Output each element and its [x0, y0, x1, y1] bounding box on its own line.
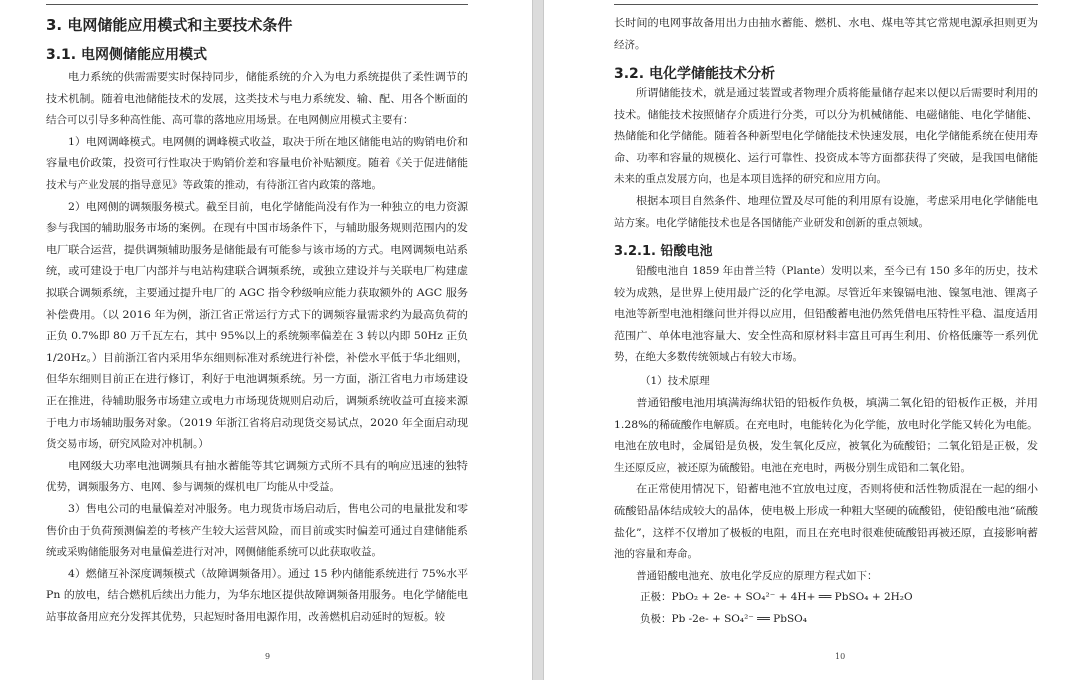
- body-text-line: 补偿费用。（以 2016 年为例，浙江省正常运行方式下的调频容量需求约为最高负荷的: [46, 308, 469, 321]
- body-text-line: 正在推进，待辅助服务市场建立或电力市场现货规则启动后，调频系统收益可直接来源: [46, 395, 468, 407]
- document-page-right: [544, 0, 1083, 680]
- body-text-line: 参与我国的辅助服务市场的案例。在现有中国市场条件下，与辅助服务规则范围内的发: [46, 222, 468, 235]
- body-text-line: 3）售电公司的电量偏差对冲服务。电力现货市场启动后，售电公司的电量批发和零: [68, 503, 468, 515]
- body-text-line: 盐化”，这样不仅增加了极板的电阻，而且在充电时很难使硫酸铅再被还原，直接影响蓄: [614, 526, 1038, 539]
- page-top-rule: [46, 4, 468, 5]
- body-text-line: 拟联合调频系统，主要通过提升电厂的 AGC 指令秒级响应能力获取额外的 AGC 服务: [46, 287, 468, 299]
- body-text-line: 站方案。电化学储能技术也是各国储能产业研发和创新的重点领域。: [614, 216, 929, 229]
- body-text-line: 4）燃储互补深度调频模式（故障调频备用）。通过 15 秒内储能系统进行 75%水平: [68, 567, 469, 580]
- body-text-line: 1/20Hz。）目前浙江省内采用华东细则标准对系统进行补偿，补偿水平低于华北细则，: [46, 351, 468, 364]
- body-text-line: 电池等新型电池相继问世并得以应用，但铅酸蓄电池仍然凭借电压特性平稳、温度适用: [614, 308, 1039, 321]
- body-text-line: 长时间的电网事故备用出力由抽水蓄能、燃机、水电、煤电等其它常规电源承担则更为: [614, 17, 1039, 29]
- body-text-line: 电网级大功率电池调频具有抽水蓄能等其它调频方式所不具有的响应迅速的独特: [68, 459, 468, 472]
- body-text-line: 硫酸铅晶体结成较大的晶体，使电极上形成一种粗大坚硬的硫酸铅，使铅酸电池“硫酸: [614, 505, 1039, 517]
- body-text-line: 较为成熟，是世界上使用最广泛的化学电源。尽管近年来镍镉电池、镍氢电池、锂离子: [614, 286, 1039, 299]
- body-text-line: 容量电价政策，投资可行性取决于购销价差和容量电价补贴额度。随着《关于促进储能: [46, 157, 468, 170]
- body-text-line: 未来的重点发展方向，也是本项目选择的研究和应用方向。: [614, 173, 887, 186]
- equation-positive: 正极：PbO₂ + 2e- + SO₄²⁻ + 4H+ ══ PbSO₄ + 2H₂O: [640, 591, 913, 603]
- body-text-line: 站事故备用应充分发挥其优势，只起短时备用电源作用，改善燃机启动延时的短板。较: [46, 611, 445, 623]
- body-text-line: 技术。储能技术按照储存介质进行分类，可以分为机械储能、电磁储能、电化学储能、: [614, 108, 1039, 121]
- document-page-left: [0, 0, 532, 680]
- subhead-technical-principle: （1）技术原理: [640, 375, 710, 387]
- body-text-line: 2）电网侧的调频服务模式。截至目前，电化学储能尚没有作为一种独立的电力资源: [68, 200, 468, 213]
- body-text-line: 经济。: [614, 38, 646, 51]
- body-text-line: 池的容量和寿命。: [614, 548, 698, 561]
- body-text-line: 所谓储能技术，就是通过装置或者物理介质将能量储存起来以便以后需要时利用的: [636, 87, 1039, 99]
- body-text-line: 统，或可建设于电厂内部并与电站构建联合调频系统，或独立建设并与关联电厂构建虚: [46, 265, 468, 278]
- body-text-line: 普通铅酸电池充、放电化学反应的原理方程式如下：: [636, 569, 878, 582]
- page-top-rule: [614, 4, 1038, 5]
- section-heading: 3. 电网储能应用模式和主要技术条件: [46, 16, 293, 34]
- body-text-line: 生还原反应，被还原为硫酸铅。电池在充电时，两极分别生成铅和二氧化铅。: [614, 461, 971, 474]
- body-text-line: Pn 的放电，结合燃机后续出力能力，为华东地区提供故障调频备用服务。电化学储能电: [46, 589, 468, 602]
- body-text-line: 结合可以引导多种高性能、高可靠的落地应用场景。在电网侧应用模式主要有：: [46, 114, 414, 127]
- body-text-line: 技术与产业发展的指导意见》等政策的推动，有待浙江省内政策的落地。: [46, 179, 382, 191]
- body-text-line: 但华东细则目前正在进行修订，利好于电池调频系统。另一方面，浙江省电力市场建设: [46, 373, 468, 386]
- body-text-line: 势，在绝大多数传统领域占有较大市场。: [614, 351, 803, 364]
- body-text-line: 普通铅酸电池用填满海绵状铅的铅板作负极，填满二氧化铅的铅板作正极，并用: [636, 397, 1039, 409]
- body-text-line: 命、功率和容量的规模化、运行可靠性、投资成本等方面都获得了突破，是我国电储能: [614, 151, 1039, 164]
- body-text-line: 铅酸电池自 1859 年由普兰特（Plante）发明以来，至今已有 150 多年的历史，技术: [636, 265, 1039, 277]
- body-text-line: 于电力市场辅助服务对象。（2019 年浙江省将启动现货交易试点，2020 年全面启动现: [46, 416, 469, 429]
- body-text-line: 电力系统的供需需要实时保持同步，储能系统的介入为电力系统提供了柔性调节的: [68, 71, 468, 83]
- body-text-line: 根据本项目自然条件、地理位置及尽可能的利用原有设施，考虑采用电化学储能电: [636, 195, 1039, 207]
- subsubsection-heading: 3.2.1. 铅酸电池: [614, 244, 713, 259]
- body-text-line: 1）电网调峰模式。电网侧的调峰模式收益，取决于所在地区储能电站的购销电价和: [68, 135, 468, 148]
- body-text-line: 热储能和化学储能。随着各种新型电化学储能技术快速发展，电化学储能系统在使用寿: [614, 130, 1039, 143]
- body-text-line: 正负 0.7%即 80 万千瓦左右，其中 95%以上的系统频率偏差在 3 转以内即 50Hz 正负: [46, 330, 468, 343]
- page-number: 10: [835, 652, 846, 661]
- subsection-heading: 3.2. 电化学储能技术分析: [614, 66, 775, 82]
- subsection-heading: 3.1. 电网侧储能应用模式: [46, 47, 207, 63]
- body-text-line: 货交易市场，研究风险对冲机制。）: [46, 438, 209, 451]
- body-text-line: 电池在放电时，金属铅是负极，发生氧化反应，被氧化为硫酸铅；二氧化铅是正极，发: [614, 440, 1039, 453]
- body-text-line: 统或采购储能服务对电量偏差进行对冲，网侧储能系统可以此获取收益。: [46, 546, 382, 559]
- body-text-line: 1.28%的稀硫酸作电解质。在充电时，电能转化为化学能，放电时化学能又转化为电能。: [614, 418, 1038, 431]
- body-text-line: 在正常使用情况下，铅蓄电池不宜放电过度，否则将使和活性物质混在一起的细小: [636, 483, 1039, 496]
- body-text-line: 售价由于负荷预测偏差的考核产生较大运营风险，而目前或实时偏差可通过自建储能系: [46, 524, 468, 537]
- body-text-line: 电厂联合运营，提供调频辅助服务是储能最有可能参与该市场的方式。电网调频电站系: [46, 243, 468, 256]
- body-text-line: 技术机制。随着电池储能技术的发展，这类技术与电力系统发、输、配、用各个断面的: [46, 92, 468, 105]
- page-number: 9: [265, 652, 271, 661]
- body-text-line: 优势，调频服务方、电网、参与调频的煤机电厂均能从中受益。: [46, 481, 340, 494]
- body-text-line: 范围广、单体电池容量大、安全性高和原材料丰富且可再生利用、价格低廉等一系列优: [614, 329, 1039, 342]
- equation-negative: 负极：Pb -2e- + SO₄²⁻ ══ PbSO₄: [640, 613, 807, 625]
- page-gutter: [532, 0, 544, 680]
